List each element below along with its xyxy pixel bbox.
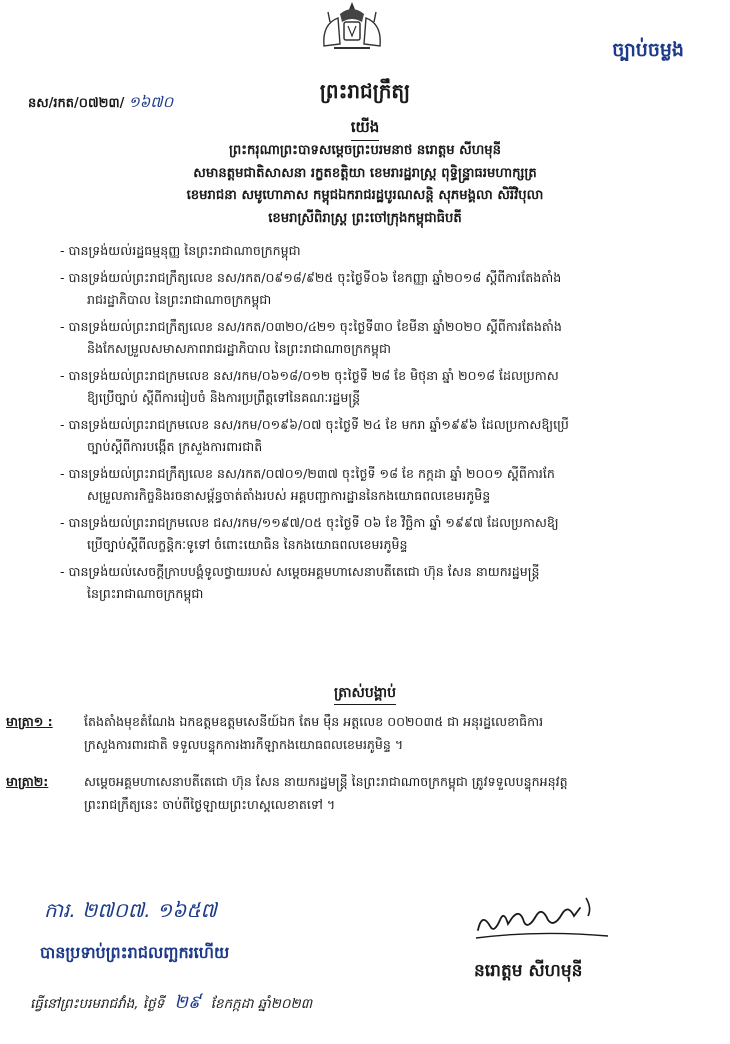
page-title: ព្រះរាជក្រឹត្យ <box>319 79 411 103</box>
decides-text: ត្រាស់បង្គាប់ <box>334 683 396 705</box>
references-list <box>60 240 710 610</box>
king-title-line: ខេមរាស្រីពិរាស្ត្រ ព្រះចៅក្រុងកម្ពុជាធិបតី <box>268 210 462 226</box>
article-line: សម្តេចអគ្គមហាសេនាបតីតេជោ ហ៊ុន សែន នាយករដ្ឋមន្ត្រី នៃព្រះរាជាណាចក្រកម្ពុជា ត្រូវទទួលបន្ទុកអនុវត្ត <box>84 774 568 789</box>
article-head: មាត្រា១ : <box>6 714 53 729</box>
article-line: ក្រសួងការពារជាតិ ទទួលបន្ទុកការងារកីឡាកងយោធពលខេមរភូមិន្ទ ។ <box>84 737 404 752</box>
reference-item <box>60 240 710 262</box>
reference-line: ឱ្យប្រើច្បាប់ ស្តីពីការរៀបចំ និងការប្រព្រឹត្តទៅនៃគណៈរដ្ឋមន្ត្រី <box>87 390 361 405</box>
reference-item <box>60 316 710 360</box>
reference-line: នៃព្រះរាជាណាចក្រកម្ពុជា <box>87 586 204 601</box>
we-heading <box>0 118 730 141</box>
reference-line: រាជរដ្ឋាភិបាល នៃព្រះរាជាណាចក្រកម្ពុជា <box>87 292 272 307</box>
decree-number-prefix: នស/រកត/០៧២៣/ <box>28 96 125 111</box>
reference-line: - បានទ្រង់យល់ព្រះរាជក្រមលេខ នស/រកម/០១៩៦/០៧ ចុះថ្ងៃទី ២៤ ខែ មករា ឆ្នាំ១៩៩៦ ដែលប្រកាសឱ្យប្រើ <box>60 417 569 432</box>
king-signature <box>468 890 618 950</box>
reference-item <box>60 561 710 605</box>
royal-emblem-icon <box>312 0 392 52</box>
king-title-line: ខេមរាជនា សមូហោភាស កម្ពុជឯករាជរដ្ឋបូរណសន្តិ សុភមង្គលា សិរីវិបុលា <box>186 188 544 203</box>
article-1 <box>6 710 706 756</box>
king-name: នរោត្តម សីហមុនី <box>474 961 583 981</box>
decree-number-handwritten: ១៦៧០ <box>128 93 174 111</box>
reference-line: - បានទ្រង់យល់រដ្ឋធម្មនុញ្ញ នៃព្រះរាជាណាចក្រកម្ពុជា <box>60 243 301 258</box>
reference-item <box>60 414 710 458</box>
place-prefix: ធ្វើនៅព្រះបរមរាជវាំង, ថ្ងៃទី <box>30 996 165 1012</box>
reference-item <box>60 512 710 556</box>
reference-item <box>60 365 710 409</box>
place-day: ២៩ <box>174 992 201 1013</box>
article-body <box>84 710 706 756</box>
reference-line: - បានទ្រង់យល់ព្រះរាជក្រឹត្យលេខ នស/រកត/០៣២០/៤២១ ចុះថ្ងៃទី៣០ ខែមីនា ឆ្នាំ២០២០ ស្តីពីការតែងតាំង <box>60 319 562 334</box>
we-text: យើង <box>351 118 380 141</box>
article-head: មាត្រា២: <box>6 774 49 789</box>
reference-line: - បានទ្រង់យល់ព្រះរាជក្រឹត្យលេខ នស/រកត/០៩១៨/៩២៥ ចុះថ្ងៃទី០៦ ខែកញ្ញា ឆ្នាំ២០១៨ ស្តីពីការតែងតាំង <box>60 270 562 285</box>
king-titles <box>60 140 670 230</box>
reference-line: ប្រើច្បាប់ស្តីពីលក្ខន្តិកៈទូទៅ ចំពោះយោធិន នៃកងយោធពលខេមរភូមិន្ទ <box>87 537 408 552</box>
reference-item <box>60 463 710 507</box>
decides-heading <box>0 683 730 705</box>
article-2 <box>6 770 706 816</box>
seal-stamp-text: បានប្រទាប់ព្រះរាជលញ្ឆករហើយ <box>40 943 230 962</box>
handwritten-date: ការ. ២៧០៧. ១៦៥៧ <box>44 898 217 922</box>
king-title-line: សមានត្តមជាតិសាសនា រក្ខតខត្តិយា ខេមរារដ្ឋរាស្ត្រ ពុទ្ធិន្ទ្រាធរមហាក្សត្រ <box>193 165 537 181</box>
decree-number <box>28 93 173 115</box>
place-suffix: ខែកក្កដា ឆ្នាំ២០២៣ <box>210 996 313 1012</box>
article-line: ព្រះរាជក្រឹត្យនេះ ចាប់ពីថ្ងៃឡាយព្រះហស្តលេខាតទៅ ។ <box>84 797 336 812</box>
article-body <box>84 770 706 816</box>
reference-line: - បានទ្រង់យល់ព្រះរាជក្រមលេខ ជស/រកម/១១៩៧/០៥ ចុះថ្ងៃទី ០៦ ខែ វិច្ឆិកា ឆ្នាំ ១៩៩៧ ដែលប្រកាសឱ្យ <box>60 515 559 530</box>
reference-line: - បានទ្រង់យល់សេចក្តីក្រាបបង្គំទូលថ្វាយរបស់ សម្តេចអគ្គមហាសេនាបតីតេជោ ហ៊ុន សែន នាយករដ្ឋមន្ត្រី <box>60 564 540 579</box>
reference-line: - បានទ្រង់យល់ព្រះរាជក្រឹត្យលេខ នស/រកត/០៧០១/២៣៧ ចុះថ្ងៃទី ១៨ ខែ កក្កដា ឆ្នាំ ២០០១ ស្តីពីការកែ <box>60 466 555 481</box>
signing-place-date <box>30 990 312 1017</box>
reference-line: - បានទ្រង់យល់ព្រះរាជក្រមលេខ នស/រកម/០៦១៨/០១២ ចុះថ្ងៃទី ២៨ ខែ មិថុនា ឆ្នាំ ២០១៨ ដែលប្រកាស <box>60 368 559 383</box>
reference-item <box>60 267 710 311</box>
article-line: តែងតាំងមុខតំណែង ឯកឧត្តមឧត្តមសេនីយ៍ឯក តែម ម៉ឹន អត្តលេខ ០០២០៣៥ ជា អនុរដ្ឋលេខាធិការ <box>84 714 544 729</box>
copy-label: ច្បាប់ចម្លង <box>612 39 684 61</box>
reference-line: សម្រួលភារកិច្ចនិងរចនាសម្ព័ន្ធចាត់តាំងរបស់ អគ្គបញ្ជាការដ្ឋាននៃកងយោធពលខេមរភូមិន្ទ <box>87 488 491 503</box>
reference-line: និងកែសម្រួលសមាសភាពរាជរដ្ឋាភិបាល នៃព្រះរាជាណាចក្រកម្ពុជា <box>87 341 391 356</box>
reference-line: ច្បាប់ស្តីពីការបង្កើត ក្រសួងការពារជាតិ <box>87 439 263 454</box>
king-title-line: ព្រះករុណាព្រះបាទសម្តេចព្រះបរមនាថ នរោត្តម សីហមុនី <box>228 143 502 158</box>
